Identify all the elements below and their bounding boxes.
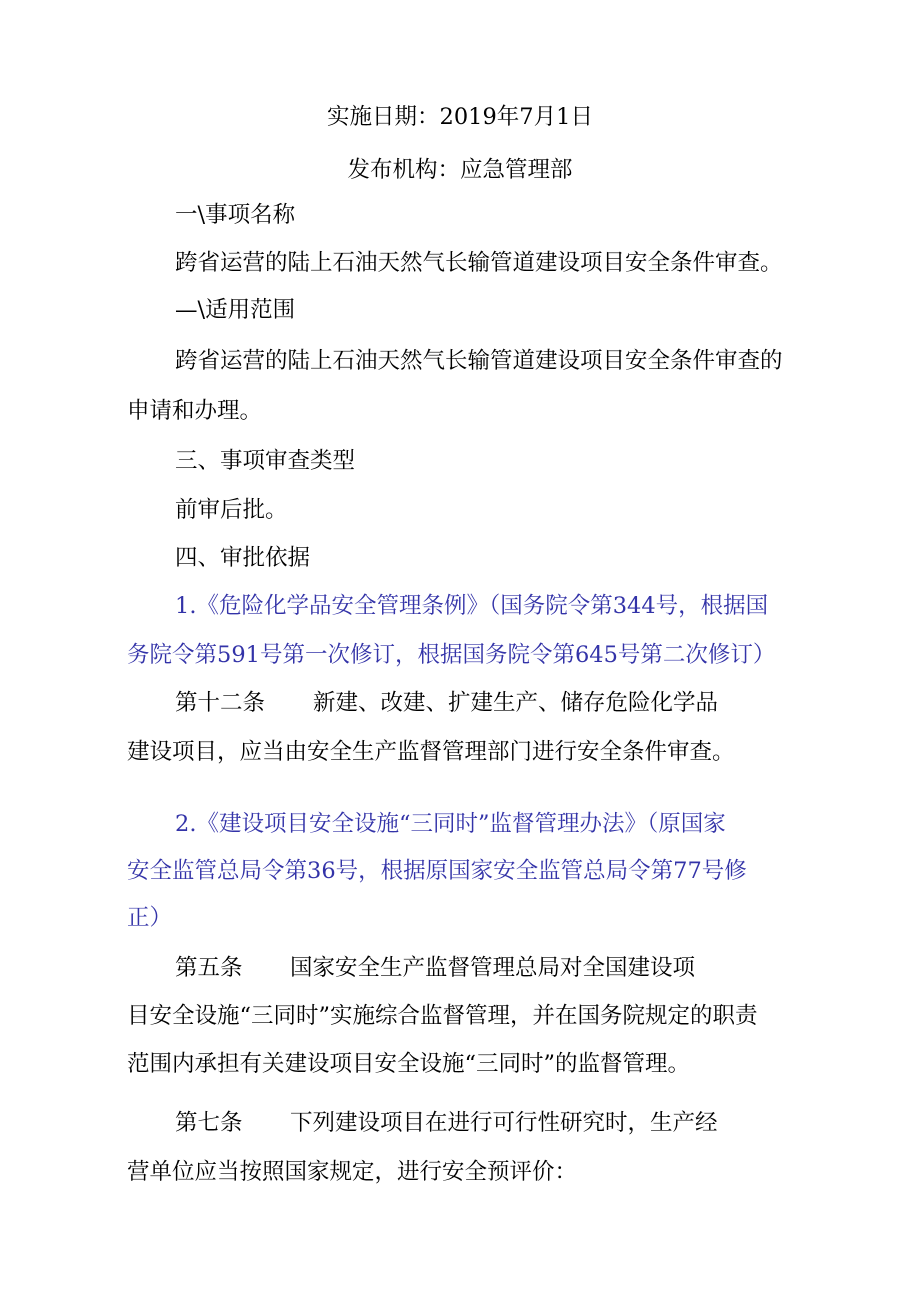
article12-line2: 建设项目，应当由安全生产监督管理部门进行安全条件审查。 — [127, 739, 735, 765]
article12-number: 第十二条 — [175, 690, 266, 716]
article5-line1: 国家安全生产监督管理总局对全国建设项 — [290, 955, 696, 981]
section3-heading: 三、事项审查类型 — [175, 448, 356, 474]
implementation-date: 实施日期：2019年7月1日 — [327, 104, 593, 130]
section2-body-line2: 申请和办理。 — [127, 398, 263, 424]
basis1-line1: 1.《危险化学品安全管理条例》（国务院令第344号，根据国 — [175, 593, 769, 619]
section4-heading: 四、审批依据 — [175, 545, 311, 571]
article5-number: 第五条 — [175, 955, 243, 981]
article5-line3: 范围内承担有关建设项目安全设施“三同时”的监督管理。 — [127, 1051, 691, 1077]
basis2-line2: 安全监管总局令第36号，根据原国家安全监管总局令第77号修 — [127, 858, 747, 884]
basis1-line2: 务院令第591号第一次修订，根据国务院令第645号第二次修订） — [127, 642, 776, 668]
section1-body: 跨省运营的陆上石油天然气长输管道建设项目安全条件审查。 — [175, 250, 783, 276]
article7-line2: 营单位应当按照国家规定，进行安全预评价： — [127, 1159, 578, 1185]
section1-heading: 一\事项名称 — [175, 202, 296, 228]
article5-line2: 目安全设施“三同时”实施综合监督管理，并在国务院规定的职责 — [127, 1003, 758, 1029]
article12-line1: 新建、改建、扩建生产、储存危险化学品 — [313, 690, 719, 716]
article7-line1: 下列建设项目在进行可行性研究时，生产经 — [290, 1110, 718, 1136]
section3-body: 前审后批。 — [175, 497, 288, 523]
article7-number: 第七条 — [175, 1110, 243, 1136]
issuer: 发布机构：应急管理部 — [347, 157, 573, 183]
section2-body-line1: 跨省运营的陆上石油天然气长输管道建设项目安全条件审查的 — [175, 348, 783, 374]
basis2-line1: 2.《建设项目安全设施“三同时”监督管理办法》（原国家 — [175, 811, 726, 837]
section2-heading: —\适用范围 — [175, 297, 296, 323]
basis2-line3: 正） — [127, 905, 173, 931]
